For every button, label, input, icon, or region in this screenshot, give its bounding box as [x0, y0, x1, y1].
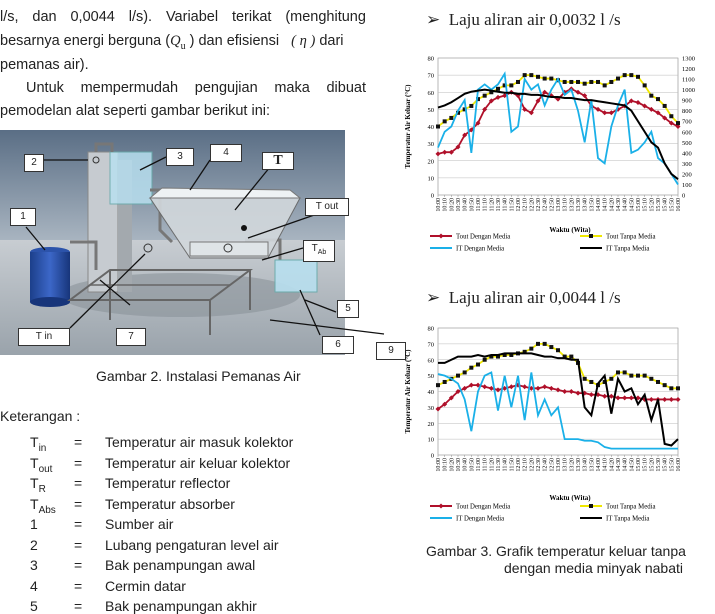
- x-tick-label: 12:00: [516, 198, 522, 212]
- text-segment: ) dan efisiensi: [189, 33, 280, 49]
- legend-description: Bak penampungan awal: [105, 557, 256, 573]
- legend-symbol: 5: [30, 598, 38, 614]
- photo-label-2: 2: [24, 154, 44, 172]
- data-point: [496, 87, 500, 91]
- x-tick-label: 13:40: [582, 198, 589, 212]
- figure3-caption-line2: dengan media minyak nabati: [504, 560, 684, 576]
- legend-symbol: 3: [30, 557, 38, 573]
- data-point: [643, 374, 647, 378]
- x-tick-label: 14:40: [622, 198, 629, 212]
- x-tick-label: 12:10: [522, 458, 529, 472]
- x-tick-label: 13:00: [556, 458, 562, 472]
- data-point: [609, 377, 613, 381]
- x-tick-label: 15:30: [656, 458, 662, 472]
- data-point: [623, 370, 627, 374]
- data-point: [603, 83, 607, 87]
- data-point: [676, 121, 680, 125]
- x-tick-label: 13:50: [589, 458, 596, 472]
- legend-symbol: 2: [30, 536, 38, 553]
- x-tick-label: 14:00: [596, 198, 602, 212]
- legend-label: IT Tanpa Media: [606, 245, 650, 253]
- data-point: [556, 348, 560, 352]
- data-point: [563, 80, 567, 84]
- data-point: [623, 73, 627, 77]
- y2-tick-label: 700: [682, 118, 692, 126]
- data-point: [636, 75, 640, 79]
- data-point: [483, 358, 487, 362]
- data-point: [669, 114, 673, 118]
- legend-symbol-sub: Abs: [38, 504, 56, 516]
- x-axis-label: Waktu (Wita): [549, 226, 591, 234]
- x-tick-label: 12:30: [536, 198, 542, 212]
- tab-T: T: [311, 243, 318, 254]
- x-tick-label: 14:20: [609, 458, 616, 472]
- legend-description: Temperatur reflector: [105, 475, 231, 491]
- legend-equals: =: [74, 475, 83, 491]
- y-tick-label: 20: [427, 158, 434, 166]
- word: mempermudah: [80, 80, 179, 96]
- x-tick-label: 12:50: [549, 458, 556, 472]
- x-tick-label: 12:50: [549, 198, 556, 212]
- y2-tick-label: 1200: [682, 66, 695, 74]
- legend-description: Sumber air: [105, 516, 174, 532]
- data-point: [523, 73, 527, 77]
- y-axis-label: Temperatur Air Keluar (°C): [404, 349, 412, 434]
- word: (menghitung: [285, 9, 366, 25]
- data-point: [676, 386, 680, 390]
- data-point: [629, 73, 633, 77]
- x-tick-label: 10:10: [442, 458, 449, 472]
- y-axis-label: Temperatur Air Keluar (°C): [404, 84, 412, 169]
- x-tick-label: 13:40: [582, 458, 589, 472]
- para1-line1: [0, 6, 366, 29]
- x-tick-label: 11:10: [482, 458, 489, 472]
- legend-symbol: $T_{in}$: [30, 434, 47, 454]
- photo-label-1: 1: [10, 208, 36, 226]
- y-tick-label: 80: [427, 55, 434, 63]
- photo-label-7: 7: [116, 328, 146, 346]
- x-tick-label: 14:40: [622, 458, 629, 472]
- y2-tick-label: 300: [682, 160, 692, 168]
- word: maka: [274, 80, 310, 96]
- y-tick-label: 10: [427, 436, 434, 444]
- y-tick-label: 30: [427, 404, 434, 412]
- x-tick-label: 11:40: [502, 198, 509, 212]
- y2-tick-label: 400: [682, 150, 692, 158]
- y2-tick-label: 500: [682, 139, 692, 147]
- x-tick-label: 12:40: [542, 198, 549, 212]
- data-point: [469, 366, 473, 370]
- x-tick-label: 14:10: [602, 198, 609, 212]
- y-tick-label: 60: [427, 89, 434, 97]
- x-axis-label: Waktu (Wita): [549, 494, 591, 502]
- legend-equals: =: [74, 577, 83, 594]
- tab-sub: Ab: [317, 249, 327, 256]
- x-tick-label: 11:20: [489, 458, 496, 472]
- data-point: [469, 104, 473, 108]
- word: dibuat: [326, 80, 366, 96]
- photo-label-tout: T out: [305, 198, 349, 216]
- x-tick-label: 10:00: [436, 458, 442, 472]
- data-point: [643, 83, 647, 87]
- y2-tick-label: 100: [682, 181, 692, 189]
- data-point: [589, 80, 593, 84]
- y-tick-label: 60: [427, 357, 434, 365]
- y-tick-label: 70: [427, 341, 434, 349]
- legend-symbol-sub: R: [38, 483, 46, 495]
- y2-tick-label: 900: [682, 97, 692, 105]
- legend-symbol: 1: [30, 516, 38, 532]
- legend-equals: =: [74, 557, 83, 573]
- symbol-eta: ( η ): [291, 33, 316, 49]
- chart-flow-0044: [400, 318, 715, 540]
- y-tick-label: 80: [427, 325, 434, 333]
- x-tick-label: 13:30: [576, 458, 582, 472]
- photo-label-T: T: [262, 152, 294, 170]
- y-tick-label: 0: [430, 192, 434, 200]
- x-tick-label: 11:30: [496, 458, 502, 472]
- x-tick-label: 13:00: [556, 198, 562, 212]
- data-point: [656, 97, 660, 101]
- y-tick-label: 20: [427, 420, 434, 428]
- legend-label: IT Dengan Media: [456, 245, 505, 253]
- legend-symbol-sub: in: [38, 442, 47, 454]
- legend-description: Temperatur absorber: [105, 495, 235, 512]
- data-point: [583, 82, 587, 86]
- photo-label-5: 5: [337, 300, 359, 318]
- photo-label-6: 6: [322, 336, 354, 354]
- legend-equals: =: [74, 434, 83, 450]
- y-tick-label: 70: [427, 72, 434, 80]
- chart-flow-0032: [400, 48, 715, 263]
- heading-text: Laju aliran air 0,0032 l /s: [448, 10, 621, 29]
- word: Variabel: [165, 9, 219, 25]
- x-tick-label: 11:20: [489, 198, 496, 212]
- legend-description: Cermin datar: [105, 577, 186, 594]
- legend-marker: [589, 504, 593, 508]
- data-point: [669, 386, 673, 390]
- data-point: [596, 80, 600, 84]
- heading-flow-0032: [426, 10, 621, 30]
- legend-label: Tout Tanpa Media: [606, 503, 656, 511]
- word: terikat: [231, 9, 272, 25]
- data-point: [536, 75, 540, 79]
- x-tick-label: 15:20: [649, 197, 656, 212]
- legend-equals: =: [74, 536, 83, 553]
- x-tick-label: 15:50: [669, 458, 676, 472]
- data-point: [583, 377, 587, 381]
- x-tick-label: 13:30: [576, 198, 582, 212]
- photo-label-3: 3: [166, 148, 194, 166]
- x-tick-label: 11:10: [482, 198, 489, 212]
- x-tick-label: 12:20: [529, 198, 536, 212]
- x-tick-label: 10:40: [462, 198, 469, 212]
- data-point: [529, 73, 533, 77]
- data-point: [436, 383, 440, 387]
- x-tick-label: 14:50: [629, 458, 636, 472]
- legend-label: Tout Dengan Media: [456, 233, 511, 241]
- para2-line1: [26, 77, 366, 100]
- x-tick-label: 14:20: [609, 198, 616, 212]
- data-point: [476, 363, 480, 367]
- legend-label: IT Tanpa Media: [606, 515, 650, 523]
- x-tick-label: 15:00: [636, 198, 642, 212]
- data-point: [449, 116, 453, 120]
- data-point: [589, 380, 593, 384]
- x-tick-label: 10:30: [456, 198, 462, 212]
- legend-description: Temperatur air keluar kolektor: [105, 454, 291, 471]
- installation-photo: [0, 130, 351, 355]
- x-tick-label: 10:50: [469, 198, 476, 212]
- y2-tick-label: 1000: [682, 87, 695, 95]
- data-point: [569, 80, 573, 84]
- data-point: [436, 125, 440, 129]
- x-tick-label: 15:40: [662, 458, 669, 472]
- x-tick-label: 10:00: [436, 198, 442, 212]
- x-tick-label: 13:20: [569, 198, 576, 212]
- figure3-caption-line1: Gambar 3. Grafik temperatur keluar tanpa: [426, 543, 686, 559]
- data-point: [549, 345, 553, 349]
- data-point: [529, 347, 533, 351]
- legend-symbol: 4: [30, 577, 38, 594]
- x-tick-label: 12:30: [536, 458, 542, 472]
- text-segment: dari: [319, 33, 344, 49]
- x-tick-label: 11:30: [496, 198, 502, 212]
- x-tick-label: 14:30: [616, 458, 622, 472]
- legend-marker: [589, 234, 593, 238]
- y2-tick-label: 1100: [682, 76, 695, 84]
- x-tick-label: 16:00: [676, 198, 682, 212]
- heading-text: Laju aliran air 0,0044 l /s: [448, 288, 621, 307]
- x-tick-label: 11:00: [476, 198, 482, 212]
- symbol-subscript: u: [180, 40, 186, 52]
- data-point: [649, 94, 653, 98]
- y2-tick-label: 600: [682, 129, 692, 137]
- x-tick-label: 15:40: [662, 198, 669, 212]
- word: dan: [32, 9, 57, 25]
- data-point: [609, 80, 613, 84]
- x-tick-label: 14:50: [629, 198, 636, 212]
- data-point: [629, 374, 633, 378]
- data-point: [536, 342, 540, 346]
- para2-line2: pemodelan alat seperti gambar berikut ini:: [0, 103, 271, 119]
- data-point: [649, 377, 653, 381]
- data-point: [443, 119, 447, 123]
- y-tick-label: 40: [427, 389, 434, 396]
- x-tick-label: 12:00: [516, 458, 522, 472]
- x-tick-label: 15:30: [656, 198, 662, 212]
- legend-description: Lubang pengaturan level air: [105, 536, 279, 553]
- legend-equals: =: [74, 495, 83, 512]
- data-point: [516, 80, 520, 84]
- symbol-Q: Q: [170, 33, 181, 49]
- x-tick-label: 12:20: [529, 458, 536, 472]
- data-point: [576, 80, 580, 84]
- word: Untuk: [26, 80, 64, 96]
- x-tick-label: 10:10: [442, 198, 449, 212]
- data-point: [543, 77, 547, 81]
- y-tick-label: 30: [427, 141, 434, 149]
- x-tick-label: 15:10: [642, 198, 649, 212]
- x-tick-label: 13:10: [562, 198, 569, 212]
- word: l/s).: [128, 9, 153, 25]
- x-tick-label: 14:30: [616, 198, 622, 212]
- y-tick-label: 10: [427, 175, 434, 183]
- para1-line3: pemanas air).: [0, 57, 89, 73]
- legend-equals: =: [74, 516, 83, 532]
- legend-marker: [439, 234, 444, 239]
- photo-label-tab: [303, 240, 335, 262]
- photo-label-4: 4: [210, 144, 242, 162]
- word: pengujian: [194, 80, 258, 96]
- x-tick-label: 13:50: [589, 198, 596, 212]
- x-tick-label: 13:10: [562, 458, 569, 472]
- legend-symbol: $T_R$: [30, 475, 46, 495]
- x-tick-label: 11:50: [509, 458, 516, 472]
- x-tick-label: 12:10: [522, 198, 529, 212]
- heading-flow-0044: [426, 288, 621, 308]
- y2-tick-label: 0: [682, 192, 686, 200]
- x-tick-label: 10:50: [469, 458, 476, 472]
- data-point: [656, 380, 660, 384]
- figure2-caption: Gambar 2. Instalasi Pemanas Air: [96, 368, 301, 384]
- x-tick-label: 11:40: [502, 458, 509, 472]
- x-tick-label: 10:40: [462, 458, 469, 472]
- legend-symbol-sub: out: [38, 463, 53, 475]
- y-tick-label: 0: [430, 452, 434, 460]
- legend-label: Tout Dengan Media: [456, 503, 511, 511]
- x-tick-label: 12:40: [542, 458, 549, 472]
- text-segment: besarnya energi berguna (: [0, 33, 171, 49]
- legend-description: Bak penampungan akhir: [105, 598, 257, 614]
- bullet-icon: ➢: [426, 288, 441, 307]
- data-point: [663, 104, 667, 108]
- y2-tick-label: 800: [682, 108, 692, 116]
- word: 0,0044: [70, 9, 115, 25]
- data-point: [636, 374, 640, 378]
- x-tick-label: 11:00: [476, 458, 482, 472]
- legend-marker: [439, 504, 444, 509]
- legend-title: Keterangan :: [0, 408, 81, 424]
- data-point: [549, 77, 553, 81]
- data-point: [663, 383, 667, 387]
- data-point: [509, 83, 513, 87]
- data-point: [463, 370, 467, 374]
- x-tick-label: 14:10: [602, 458, 609, 472]
- x-tick-label: 14:00: [596, 458, 602, 472]
- data-point: [569, 355, 573, 359]
- photo-label-9: 9: [376, 342, 406, 360]
- x-tick-label: 16:00: [676, 458, 682, 472]
- x-tick-label: 15:10: [642, 458, 649, 472]
- legend-label: IT Dengan Media: [456, 515, 505, 523]
- legend-description: Temperatur air masuk kolektor: [105, 434, 294, 450]
- x-tick-label: 15:00: [636, 458, 642, 472]
- data-point: [483, 94, 487, 98]
- x-tick-label: 10:20: [449, 458, 456, 472]
- x-tick-label: 15:20: [649, 458, 656, 472]
- x-tick-label: 10:30: [456, 458, 462, 472]
- y2-tick-label: 200: [682, 171, 692, 179]
- y2-tick-label: 1300: [682, 55, 695, 63]
- x-tick-label: 13:20: [569, 458, 576, 472]
- data-point: [616, 370, 620, 374]
- legend-label: Tout Tanpa Media: [606, 233, 656, 241]
- data-point: [616, 77, 620, 81]
- bullet-icon: ➢: [426, 10, 441, 29]
- y-tick-label: 50: [427, 106, 434, 114]
- y-tick-label: 40: [427, 124, 434, 131]
- photo-label-tin: T in: [18, 328, 70, 346]
- legend-equals: =: [74, 454, 83, 471]
- x-tick-label: 10:20: [449, 198, 456, 212]
- data-point: [443, 380, 447, 384]
- y-tick-label: 50: [427, 373, 434, 381]
- word: l/s,: [0, 9, 19, 25]
- legend-equals: =: [74, 598, 83, 614]
- legend-symbol: $T_{out}$: [30, 454, 53, 475]
- legend-symbol: $T_{Abs}$: [30, 495, 56, 516]
- x-tick-label: 11:50: [509, 198, 516, 212]
- x-tick-label: 15:50: [669, 198, 676, 212]
- data-point: [543, 342, 547, 346]
- data-point: [456, 374, 460, 378]
